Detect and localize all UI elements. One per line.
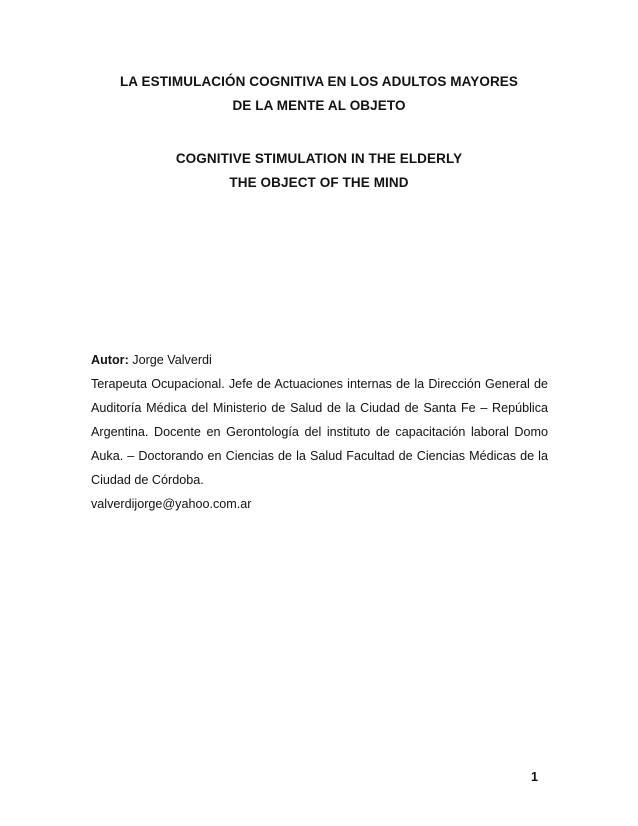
- author-email: valverdijorge@yahoo.com.ar: [91, 497, 252, 511]
- title-english-line-2: THE OBJECT OF THE MIND: [229, 175, 409, 190]
- title-spanish-line-1: LA ESTIMULACIÓN COGNITIVA EN LOS ADULTOS MAYORES: [119, 74, 519, 89]
- author-bio: Terapeuta Ocupacional. Jefe de Actuaciones internas de la Dirección General de Auditoría Médica del Ministerio de Salud de la Ciudad de Santa Fe – República Argentina. Docente en Gerontología del instituto de capacitación laboral Domo Auka. – Doctorando en Ciencias de la Salud Facultad de Ciencias Médicas de la Ciudad de Córdoba.: [91, 377, 548, 487]
- author-block: [91, 348, 548, 516]
- title-spanish-line-2: DE LA MENTE AL OBJETO: [232, 98, 406, 113]
- author-line: [91, 348, 548, 372]
- author-label: Autor:: [91, 353, 129, 367]
- author-name: Jorge Valverdi: [132, 353, 212, 367]
- title-english-line-1: COGNITIVE STIMULATION IN THE ELDERLY: [175, 151, 463, 166]
- page-number: 1: [530, 770, 538, 784]
